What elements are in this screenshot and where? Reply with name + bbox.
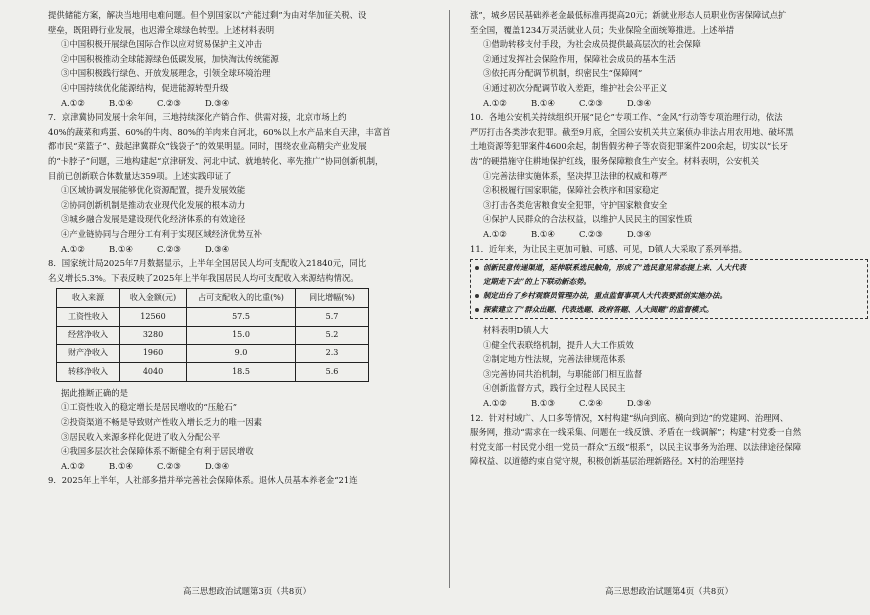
option: ②制定地方性法规，完善法律规范体系 [483,354,626,365]
table-cell: 5.6 [296,363,369,381]
option: ③居民收入来源多样化促进了收入分配公平 [61,431,221,442]
option: ①中国积极开展绿色国际合作以应对贸易保护主义冲击 [61,39,262,50]
page-3-column [48,8,446,608]
option: ④产业链协同与合理分工有利于实现区域经济优势互补 [61,228,262,239]
choice-d: D.③④ [205,97,230,108]
option: ③依托再分配调节机制，织密民生“保障网” [483,68,643,79]
text-line: 目前已创新联合体数量达359项。上述实践印证了 [48,170,232,181]
option: ①工资性收入的稳定增长是居民增收的“压舱石” [61,402,238,413]
text-line: 名义增长5.3%。下表反映了2025年上半年我国居民人均可支配收入来源结构情况。 [48,272,359,283]
choice-d: D.③④ [627,97,652,108]
box-line [475,289,863,303]
choice-b: B.①④ [109,97,133,108]
option: ④通过初次分配调节收入差距，维护社会公平正义 [483,82,668,93]
choice-c: C.②③ [157,243,181,254]
material-box [470,259,868,319]
table-row [57,326,369,344]
table-row [57,345,369,363]
choice-a: A.①② [61,460,85,471]
income-table [56,288,369,382]
table-cell: 3280 [120,326,187,344]
page-footer-right: 高三思想政治试题第4页（共8页） [605,586,733,596]
choice-d: D.③④ [205,243,230,254]
choice-b: B.①③ [531,398,555,409]
answer-choices [48,96,446,111]
text-line: 都市民“菜篮子”、鼓起津冀群众“钱袋子”的效果明显。同时，围绕农业高精尖产业发展 [48,141,367,152]
text-line: 严厉打击各类涉农犯罪。截至9月底，全国公安机关共立案侦办非法占用农用地、破坏黑 [470,126,794,137]
choice-a: A.①② [61,243,85,254]
table-header-row [57,289,369,308]
choice-c: C.②③ [157,460,181,471]
text-line: 服务网，推动“需求在一线采集、问题在一线反馈、矛盾在一线调解”；构建“村党委一自然 [470,427,802,438]
choice-a: A.①② [61,97,85,108]
option: ②协同创新机制是推动农业现代化发展的根本动力 [61,199,246,210]
text-line: 涨”，城乡居民基础养老金最低标准再提高20元；新就业形态人员职业伤害保障试点扩 [470,10,787,20]
question-12-stem: 12．针对村域广、人口多等情况，X村构建“纵向到底、横向到边”的党建网、治理网、 [470,412,789,423]
option: ①区域协调发展能够优化资源配置，提升发展效能 [61,185,246,196]
bullet-icon [475,294,479,298]
table-cell: 5.7 [296,308,369,326]
choice-d: D.③④ [627,398,652,409]
question-7-stem: 7．京津冀协同发展十余年间，三地持续深化产销合作、供需对接，北京市场上约 [48,112,347,123]
text-line: 障权益、以道德约束自觉守规，积极创新基层治理新路径。X村的治理坚持 [470,456,744,467]
option: ③完善协同共治机制，与职能部门相互监督 [483,368,643,379]
text-line: 提供储能方案，解决当地用电难问题。但个别国家以“产能过剩”为由对华加征关税、设 [48,10,367,20]
option: ①完善法律实施体系，坚决捍卫法律的权威和尊严 [483,170,668,181]
choice-a: A.①② [483,97,507,108]
choice-d: D.③④ [205,460,230,471]
table-cell: 4040 [120,363,187,381]
table-cell: 15.0 [187,326,296,344]
text-line: 40%的蔬菜和鸡蛋、60%的牛肉、80%的羊肉来自河北，60%以上水产品来自天津，丰富首 [48,126,391,137]
table-cell: 转移净收入 [57,363,120,381]
text-line: 至全国，覆盖1234万灵活就业人员；失业保险全面统筹推进。上述举措 [470,24,735,35]
choice-b: B.①④ [531,228,555,239]
option: ②中国积极推动全球能源绿色低碳发展，加快淘汰传统能源 [61,53,279,64]
box-line: 定期走下去”的上下联动新态势。 [483,277,591,287]
question-11-stem: 11．近年来，为让民主更加可触、可感、可见，D镇人大采取了系列举措。 [470,243,747,254]
box-text: 创新民意传递渠道，延伸联系选民触角，形成了“选民意见常态提上来、人大代表 [483,263,746,273]
answer-choices [470,227,868,242]
page-4-column [470,8,868,608]
choice-a: A.①② [483,398,507,409]
option: ④中国持续优化能源结构，促进能源转型升级 [61,82,229,93]
table-row [57,308,369,326]
option: ③打击各类危害粮食安全犯罪，守护国家粮食安全 [483,199,668,210]
box-line [475,261,863,275]
answer-choices [48,459,446,474]
bullet-icon [475,266,479,270]
choice-c: C.②④ [579,398,603,409]
choice-c: C.②③ [579,228,603,239]
choice-a: A.①② [483,228,507,239]
option: ②积极履行国家职能，保障社会秩序和国家稳定 [483,185,659,196]
option: ④创新监督方式，践行全过程人民民主 [483,383,626,394]
question-10-stem: 10．各地公安机关持续组织开展“昆仑”专项工作、“金风”行动等专项治理行动，依法 [470,112,783,123]
table-header: 收入来源 [57,289,120,308]
page-footer-left: 高三思想政治试题第3页（共8页） [183,586,311,596]
answer-choices [470,396,868,411]
table-cell: 18.5 [187,363,296,381]
bullet-icon [475,308,479,312]
option: ①健全代表联络机制，提升人大工作质效 [483,339,634,350]
option: ②通过发挥社会保险作用，保障社会成员的基本生活 [483,53,676,64]
option: ①借助转移支付手段，为社会成员提供最高层次的社会保障 [483,39,701,50]
text-line: 村党支部一村民党小组一党员一群众”五级“根系”，以民主议事务为治理、以法律途径保障 [470,441,802,452]
box-line [475,303,863,317]
text-line: 的“卡脖子”问题，三地构建起“京津研发、河北中试、就地转化、率先推广”协同创新机制， [48,155,384,166]
choice-b: B.①④ [109,243,133,254]
option: ②投资渠道不畅是导致财产性收入增长乏力的唯一因素 [61,417,262,428]
option: ③中国积极践行绿色、开放发展理念，引领全球环境治理 [61,68,271,79]
text-line: 壁垒，既阻碍行业发展，也迟滞全球绿色转型。上述材料表明 [48,24,275,35]
box-text: 探索建立了“群众出题、代表选题、政府答题、人大阅题”的监督模式。 [483,305,714,315]
table-header: 收入金额(元) [120,289,187,308]
table-cell: 2.3 [296,345,369,363]
box-text: 制定出台了乡村观察员管理办法，重点监督事项人大代表要派创实施办法。 [483,291,727,301]
table-cell: 12560 [120,308,187,326]
text-line: 土地资源等犯罪案件4600余起，制售假劣种子等农资犯罪案件200余起，切实以“长牙 [470,141,788,152]
option: ④保护人民群众的合法权益，以维护人民民主的国家性质 [483,214,693,225]
question-prompt: 据此推断正确的是 [61,387,128,398]
page-divider [449,10,450,588]
table-cell: 1960 [120,345,187,363]
table-cell: 9.0 [187,345,296,363]
question-prompt: 材料表明D镇人大 [483,325,549,336]
choice-c: C.②③ [157,97,181,108]
option: ④我国多层次社会保障体系不断健全有利于居民增收 [61,446,254,457]
table-cell: 财产净收入 [57,345,120,363]
question-8-stem: 8．国家统计局2025年7月数据显示，上半年全国居民人均可支配收入21840元，同比 [48,258,367,269]
choice-b: B.①④ [531,97,555,108]
table-cell: 工资性收入 [57,308,120,326]
table-cell: 经营净收入 [57,326,120,344]
table-header: 占可支配收入的比重(%) [187,289,296,308]
choice-b: B.①④ [109,460,133,471]
question-9-stem: 9．2025年上半年，人社部多措并举完善社会保障体系。退休人员基本养老金“21连 [48,475,358,486]
option: ③城乡融合发展是建设现代化经济体系的有效途径 [61,214,246,225]
table-cell: 57.5 [187,308,296,326]
choice-d: D.③④ [627,228,652,239]
table-header: 同比增幅(%) [296,289,369,308]
answer-choices [470,96,868,111]
text-line: 齿”的硬措施守住耕地保护红线，服务保障粮食生产安全。材料表明，公安机关 [470,155,760,166]
choice-c: C.②③ [579,97,603,108]
table-row [57,363,369,381]
table-cell: 5.2 [296,326,369,344]
answer-choices [48,242,446,257]
